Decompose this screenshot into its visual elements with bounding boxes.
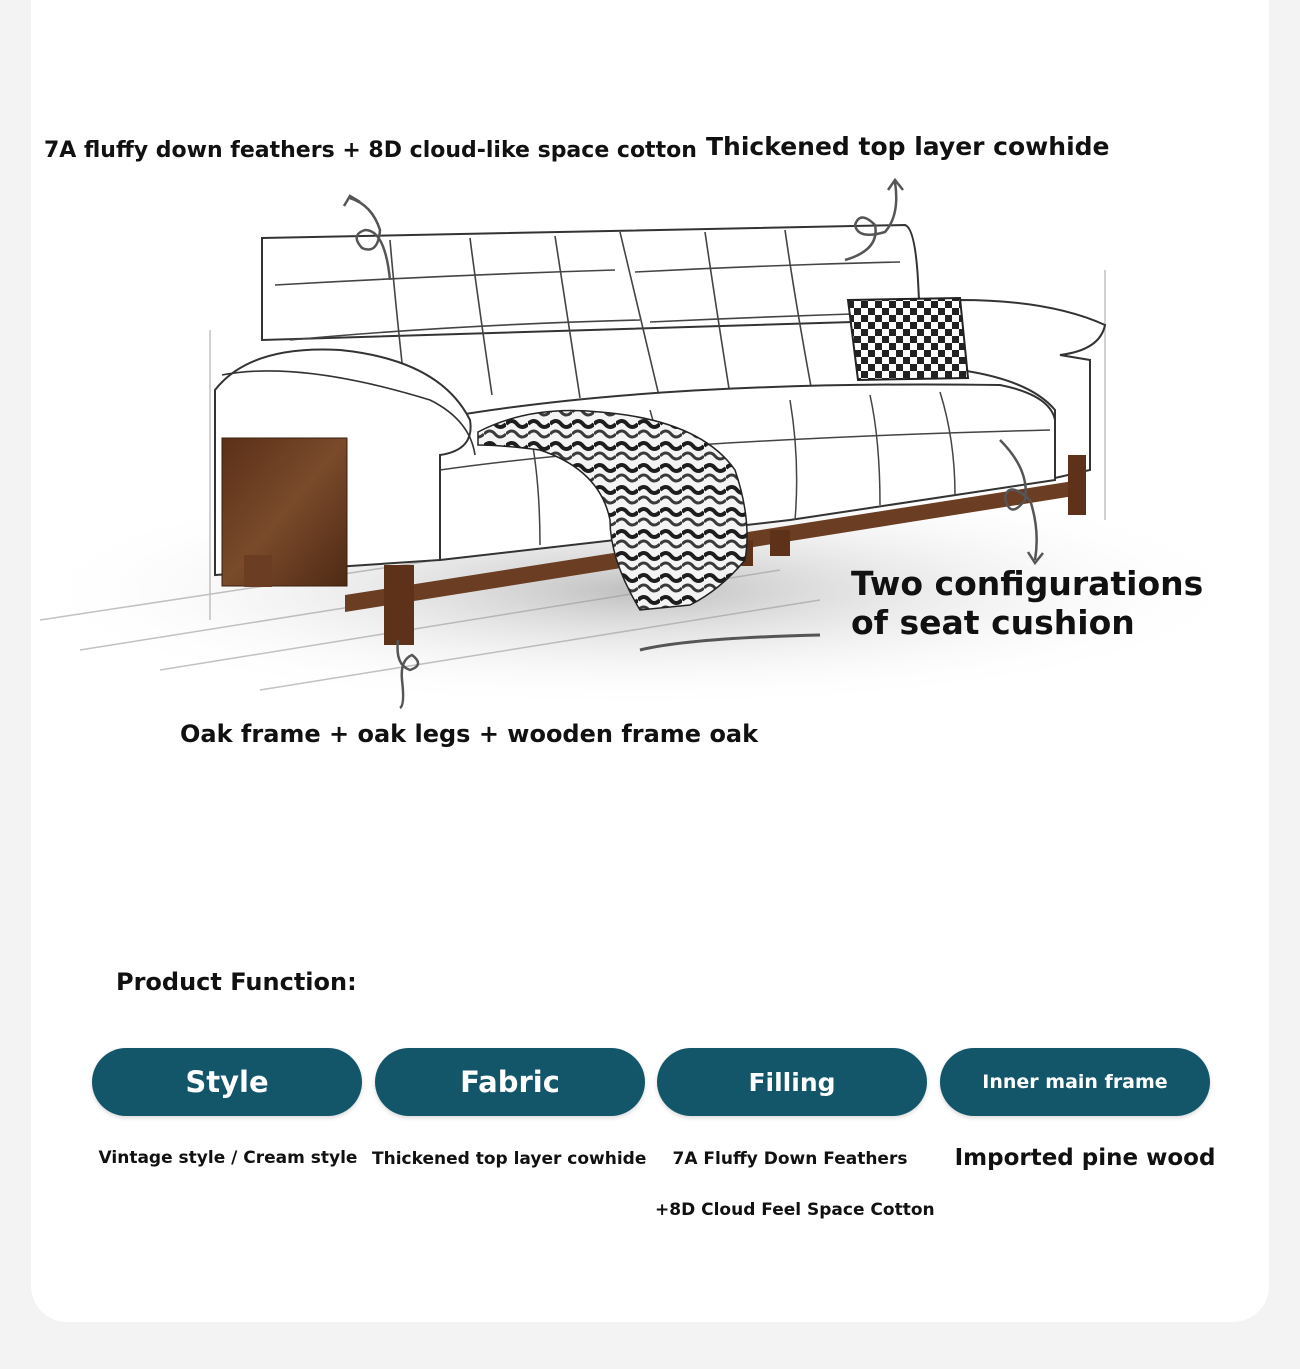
function-description-inner-frame: Imported pine wood [954,1145,1216,1171]
product-function-title: Product Function: [116,968,357,996]
annotation-seat-cushion: Two configurations of seat cushion [851,564,1204,642]
annotation-oak-frame: Oak frame + oak legs + wooden frame oak [180,720,759,748]
function-pill-label: Inner main frame [982,1071,1168,1093]
function-pill-style [92,1048,362,1116]
function-description-fabric: Thickened top layer cowhide [372,1149,647,1169]
function-description-filling-line2: +8D Cloud Feel Space Cotton [655,1200,935,1220]
function-pill-label: Filling [748,1067,836,1097]
function-pill-inner-frame [940,1048,1210,1116]
function-pill-label: Fabric [460,1065,560,1099]
function-description-style: Vintage style / Cream style [98,1148,358,1168]
annotation-cowhide: Thickened top layer cowhide [706,132,1110,161]
function-pill-label: Style [185,1065,269,1099]
function-description-filling-line1: 7A Fluffy Down Feathers [672,1149,908,1169]
annotation-filling: 7A fluffy down feathers + 8D cloud-like space cotton [44,138,697,163]
function-pill-filling [657,1048,927,1116]
function-pill-fabric [375,1048,645,1116]
